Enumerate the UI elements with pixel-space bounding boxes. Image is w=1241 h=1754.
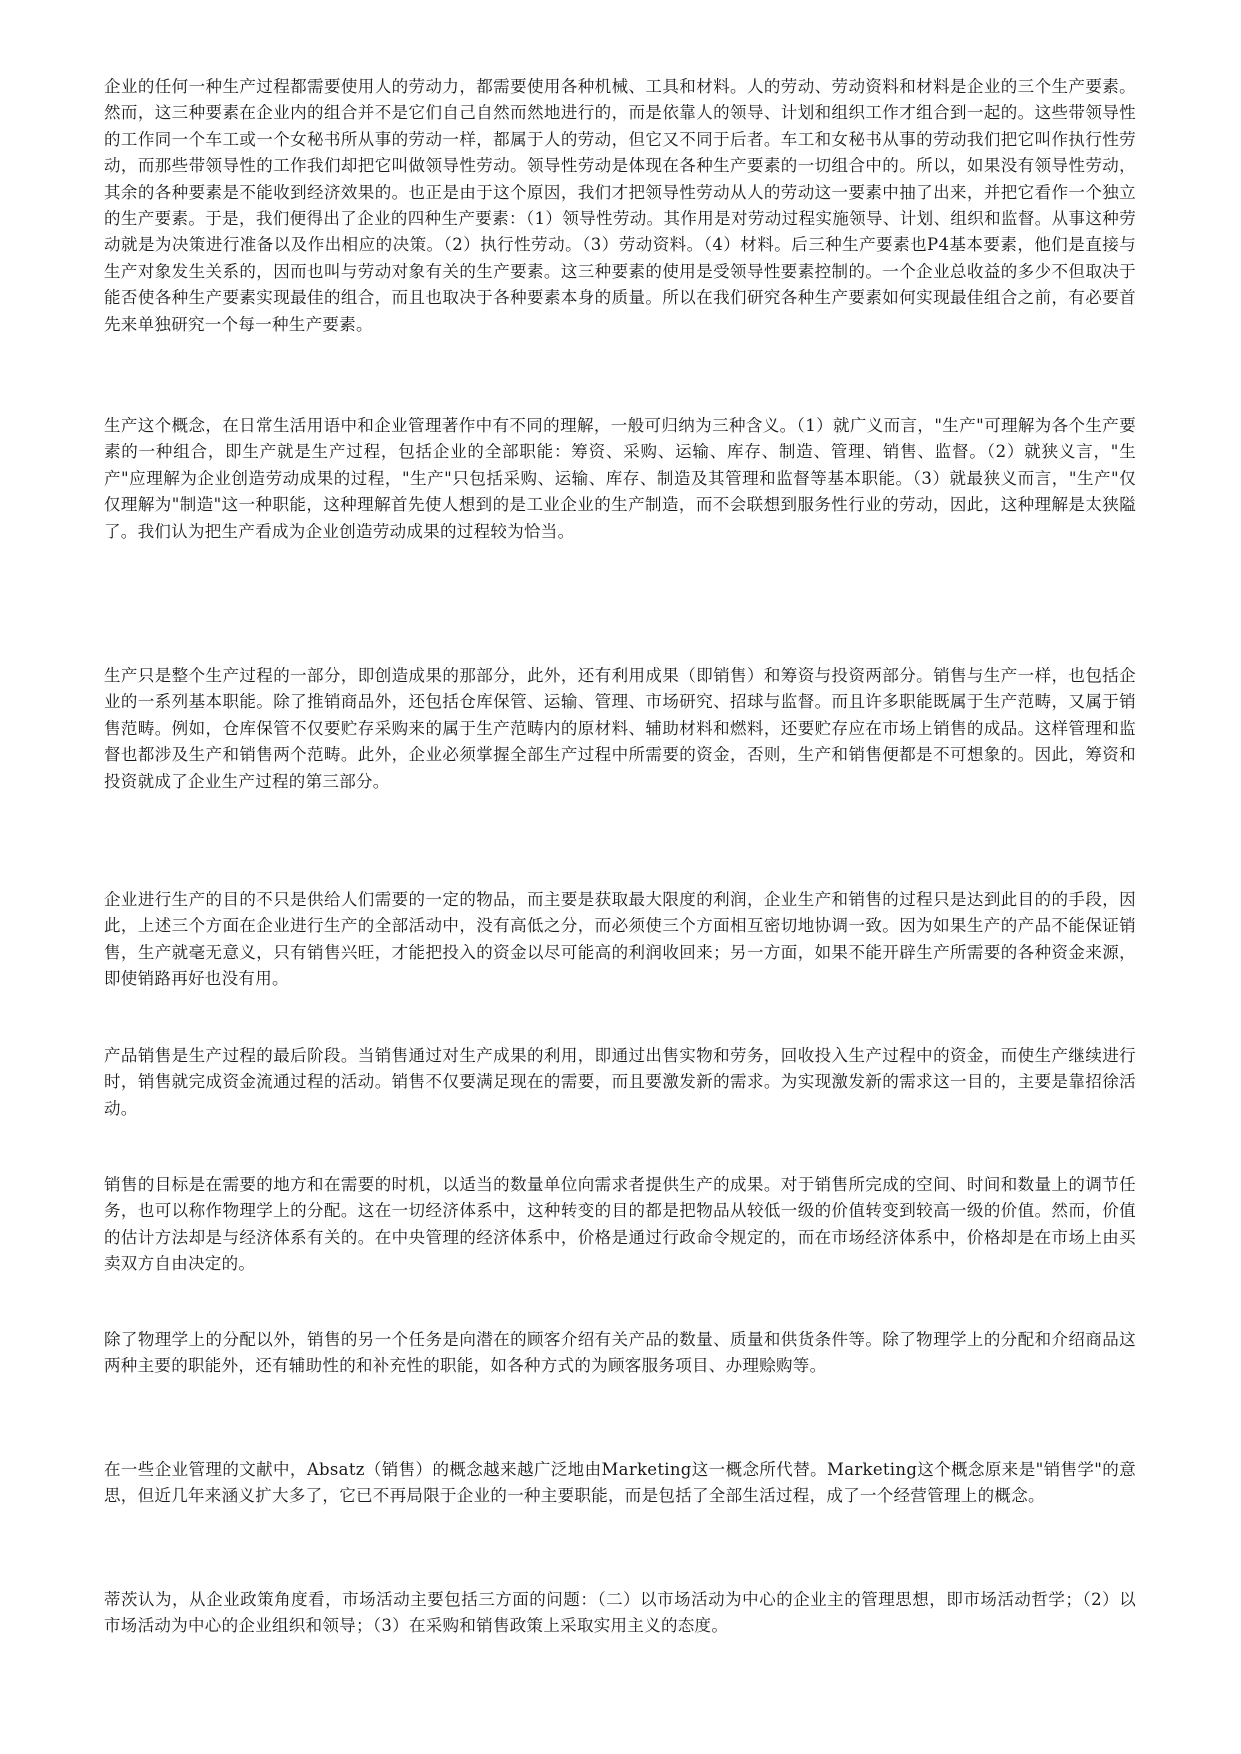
paragraph-production-factors: 企业的任何一种生产过程都需要使用人的劳动力，都需要使用各种机械、工具和材料。人的劳动、劳动资料和材料是企业的三个生产要素。然而，这三种要素在企业内的组合并不是它们自己自然而然地进行的，而是依靠人的领导、计划和组织工作才组合到一起的。这些带领导性的工作同一个车工或一个女秘书所从事的劳动一样，都属于人的劳动，但它又不同于后者。车工和女秘书从事的劳动我们把它叫作执行性劳动，而那些带领导性的工作我们却把它叫做领导性劳动。领导性劳动是体现在各种生产要素的一切组合中的。所以，如果没有领导性劳动，其余的各种要素是不能收到经济效果的。也正是由于这个原因，我们才把领导性劳动从人的劳动这一要素中抽了出来，并把它看作一个独立的生产要素。于是，我们便得出了企业的四种生产要素：（1）领导性劳动。其作用是对劳动过程实施领导、计划、组织和监督。从事这种劳动就是为决策进行准备以及作出相应的决策。（2）执行性劳动。（3）劳动资料。（4）材料。后三种生产要素也P4基本要素，他们是直接与生产对象发生关系的，因而也叫与劳动对象有关的生产要素。这三种要素的使用是受领导性要素控制的。一个企业总收益的多少不但取决于能否使各种生产要素实现最佳的组合，而且也取决于各种要素本身的质量。所以在我们研究各种生产要素如何实现最佳组合之前，有必要首先来单独研究一个每一种生产要素。 (104, 77, 1136, 334)
paragraph-production-purpose: 企业进行生产的目的不只是供给人们需要的一定的物品，而主要是获取最大限度的利润，企业生产和销售的过程只是达到此目的的手段，因此，上述三个方面在企业进行生产的全部活动中，没有高低之分，而必须使三个方面相互密切地协调一致。因为如果生产的产品不能保证销售，生产就毫无意义，只有销售兴旺，才能把投入的资金以尽可能高的利润收回来；另一方面，如果不能开辟生产所需要的各种资金来源，即使销路再好也没有用。 (104, 890, 1136, 989)
paragraph-market-activities: 蒂茨认为，从企业政策角度看，市场活动主要包括三方面的问题：（二）以市场活动为中心的企业主的管理思想，即市场活动哲学；（2）以市场活动为中心的企业组织和领导；（3）在采购和销售政策上采取实用主义的态度。 (104, 1590, 1136, 1636)
paragraph-sales-goal: 销售的目标是在需要的地方和在需要的时机，以适当的数量单位向需求者提供生产的成果。对于销售所完成的空间、时间和数量上的调节任务，也可以称作物理学上的分配。这在一切经济体系中，这种转变的目的都是把物品从较低一级的价值转变到较高一级的价值。然而，价值的估计方法却是与经济体系有关的。在中央管理的经济体系中，价格是通过行政命令规定的，而在市场经济体系中，价格却是在市场上由买卖双方自由决定的。 (104, 1175, 1136, 1274)
paragraph-sales-tasks: 除了物理学上的分配以外，销售的另一个任务是向潜在的顾客介绍有关产品的数量、质量和供货条件等。除了物理学上的分配和介绍商品这两种主要的职能外，还有辅助性的和补充性的职能，如各种方式的为顾客服务项目、办理赊购等。 (104, 1330, 1136, 1376)
paragraph-marketing-concept: 在一些企业管理的文献中，Absatz（销售）的概念越来越广泛地由Marketing这一概念所代替。Marketing这个概念原来是"销售学"的意思，但近几年来涵义扩大多了，它已不再局限于企业的一种主要职能，而是包括了全部生活过程，成了一个经营管理上的概念。 (104, 1460, 1136, 1506)
paragraph-production-parts: 生产只是整个生产过程的一部分，即创造成果的那部分，此外，还有利用成果（即销售）和筹资与投资两部分。销售与生产一样，也包括企业的一系列基本职能。除了推销商品外，还包括仓库保管、运输、管理、市场研究、招球与监督。而且许多职能既属于生产范畴，又属于销售范畴。例如，仓库保管不仅要贮存采购来的属于生产范畴内的原材料、辅助材料和燃料，还要贮存应在市场上销售的成品。这样管理和监督也都涉及生产和销售两个范畴。此外，企业必须掌握全部生产过程中所需要的资金，否则，生产和销售便都是不可想象的。因此，筹资和投资就成了企业生产过程的第三部分。 (104, 666, 1136, 791)
paragraph-sales-stage: 产品销售是生产过程的最后阶段。当销售通过对生产成果的利用，即通过出售实物和劳务，回收投入生产过程中的资金，而使生产继续进行时，销售就完成资金流通过程的活动。销售不仅要满足现在的需要，而且要激发新的需求。为实现激发新的需求这一目的，主要是靠招徐活动。 (104, 1046, 1136, 1118)
paragraph-production-concept: 生产这个概念，在日常生活用语中和企业管理著作中有不同的理解，一般可归纳为三种含义。（1）就广义而言，"生产"可理解为各个生产要素的一种组合，即生产就是生产过程，包括企业的全部职能：筹资、采购、运输、库存、制造、管理、销售、监督。（2）就狭义言，"生产"应理解为企业创造劳动成果的过程，"生产"只包括采购、运输、库存、制造及其管理和监督等基本职能。（3）就最狭义而言，"生产"仅仅理解为"制造"这一种职能，这种理解首先使人想到的是工业企业的生产制造，而不会联想到服务性行业的劳动，因此，这种理解是太狭隘了。我们认为把生产看成为企业创造劳动成果的过程较为恰当。 (104, 416, 1136, 541)
